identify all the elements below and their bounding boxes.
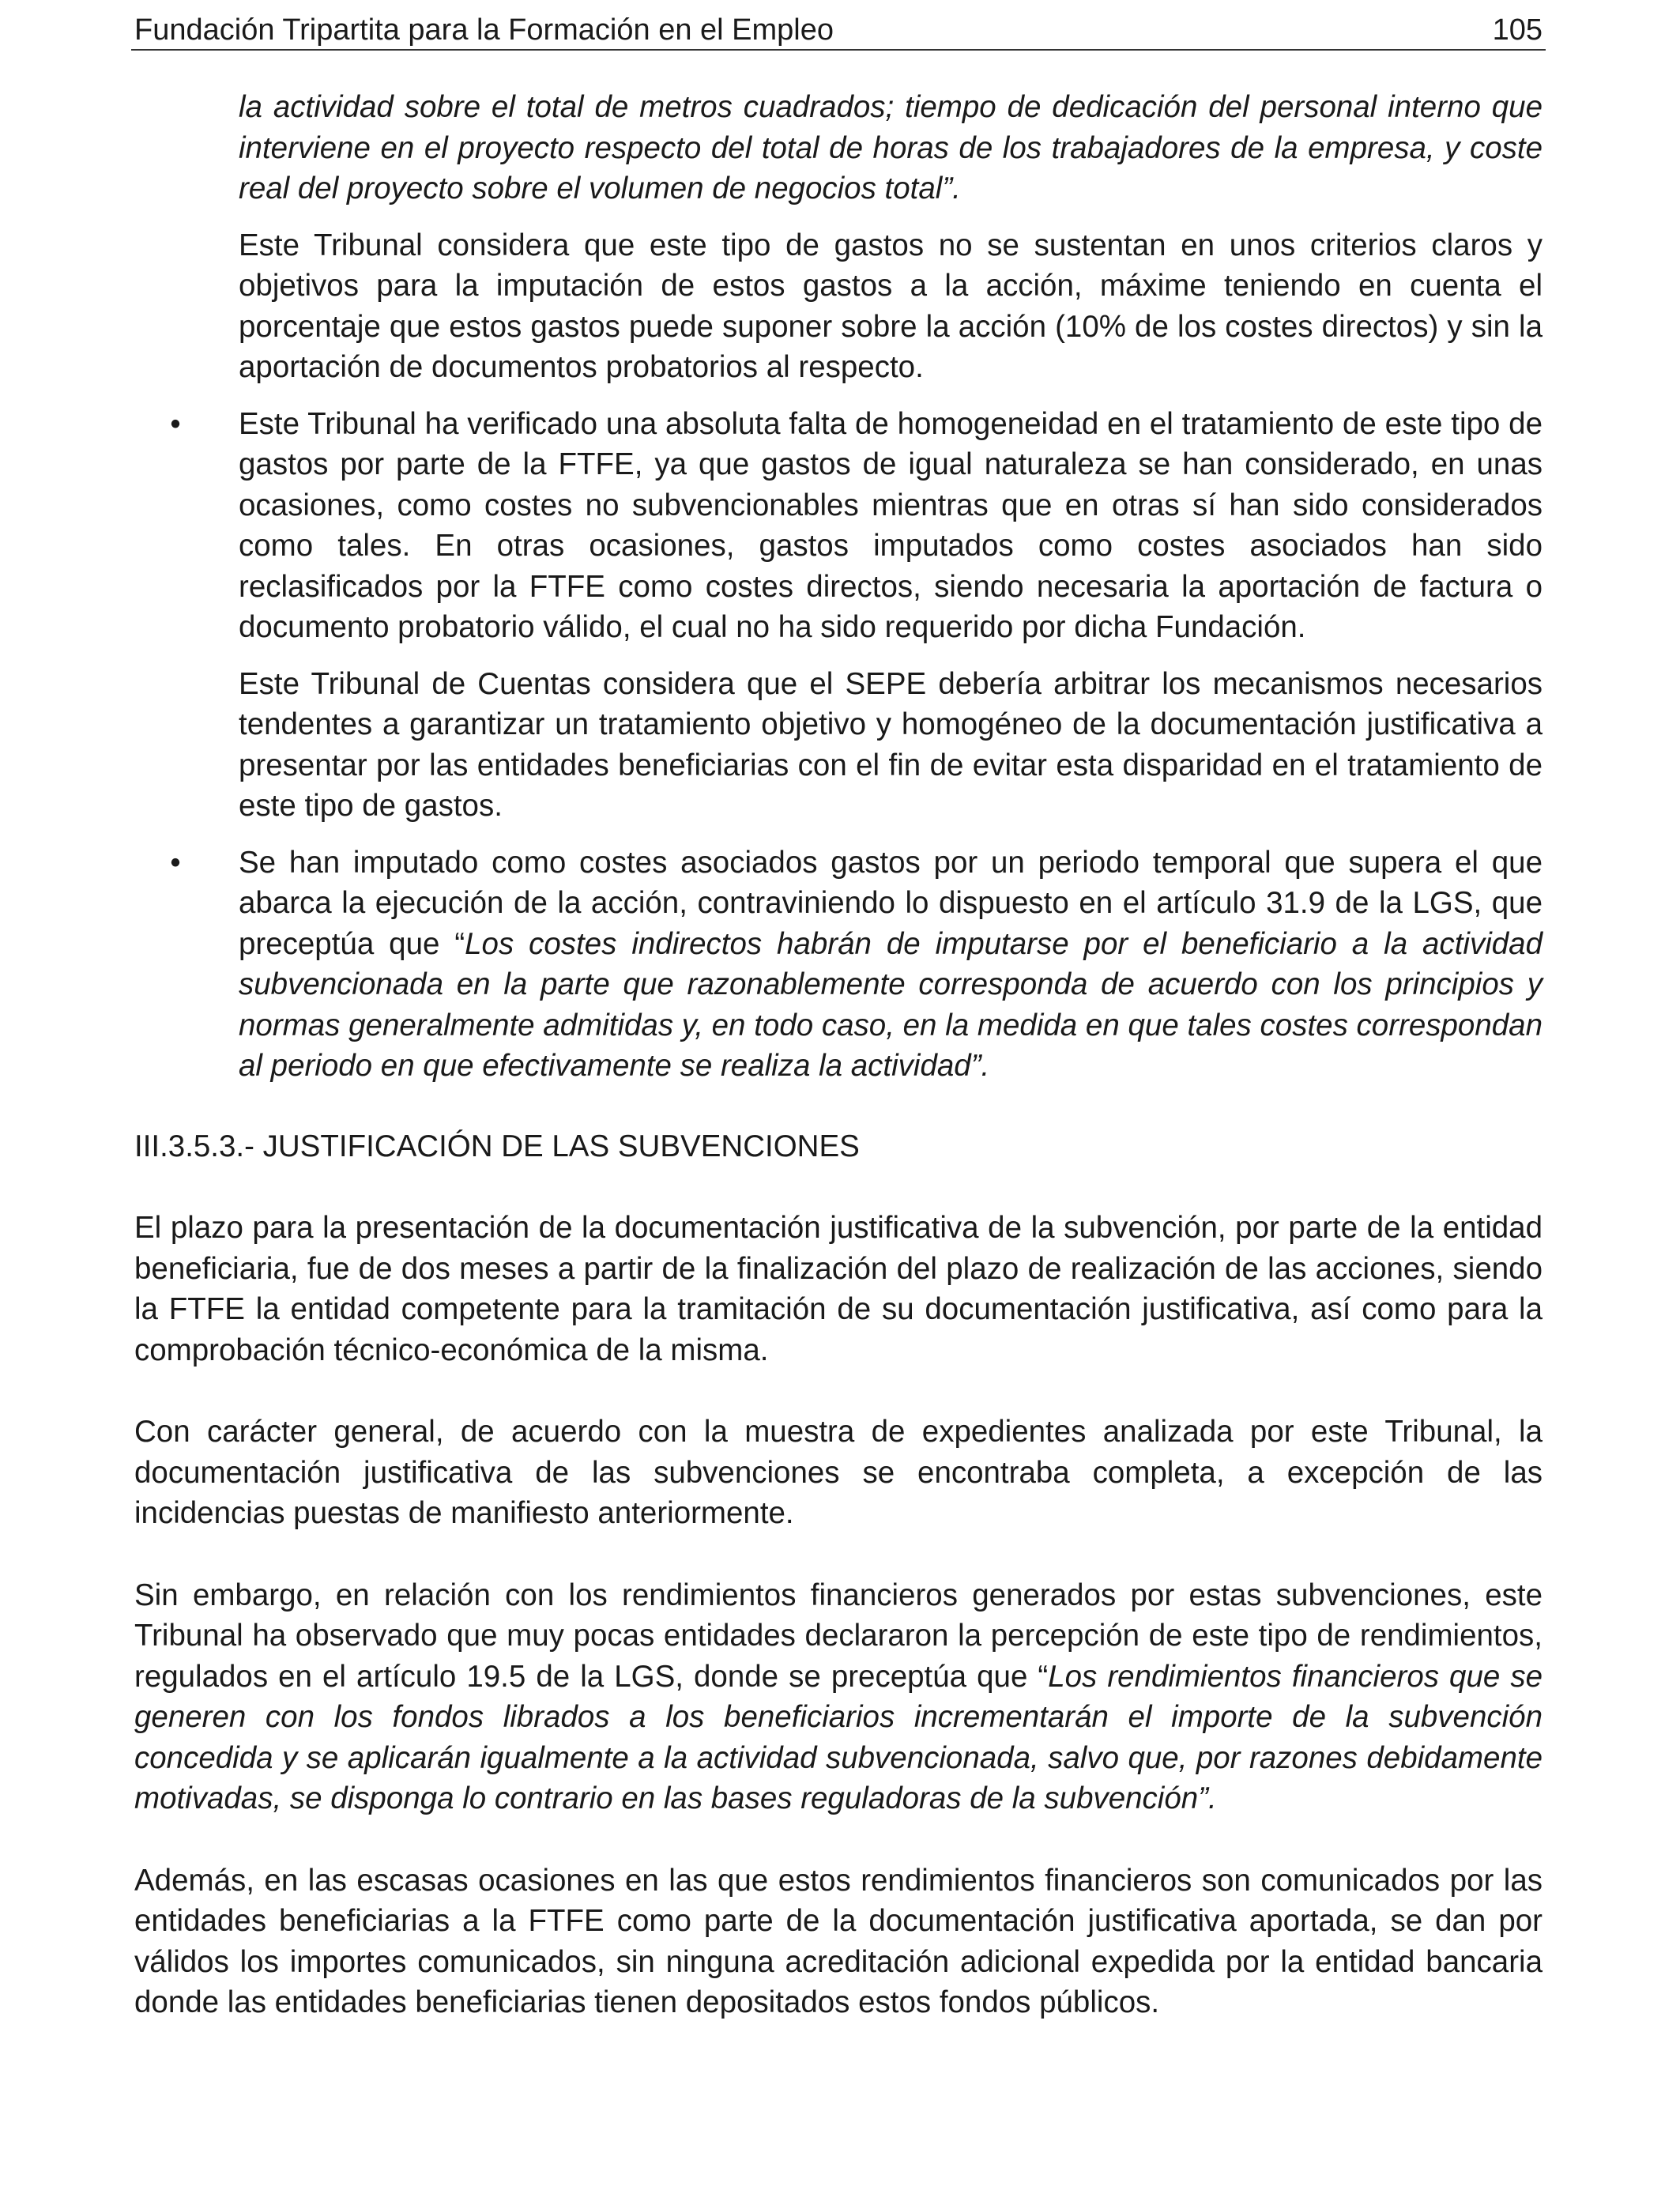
paragraph-sin-embargo — [134, 1575, 1543, 1819]
paragraph-ademas: Además, en las escasas ocasiones en las que estos rendimientos financieros son comunicados por las entidades beneficiarias a la FTFE como parte de la documentación justificativa aportada, se dan por válidos los importes comunicados, sin ninguna acreditación adicional expedida por la entidad bancaria donde las entidades beneficiarias tienen depositados estos fondos públicos. — [134, 1863, 1543, 2019]
tribunal-paragraph-2 — [239, 664, 1543, 827]
paragraph-sin-embargo-quote: Los rendimientos financieros que se generen con los fondos librados a los beneficiarios incrementarán el importe de la subvención concedida y se aplicarán igualmente a la actividad subvencionada, salvo que, por razones debidamente motivadas, se disponga lo contrario en las bases reguladoras de la subvención”. — [134, 1659, 1543, 1815]
paragraph-caracter-general: Con carácter general, de acuerdo con la muestra de expedientes analizada por este Tribunal, la documentación justificativa de las subvenciones se encontraba completa, a excepción de las incidencias puestas de manifiesto anteriormente. — [134, 1415, 1543, 1530]
bullet-item-2-text — [239, 843, 1543, 1087]
bullet-item-2-quote: Los costes indirectos habrán de imputarse por el beneficiario a la actividad subvencionada en la parte que razonablemente corresponda de acuerdo con los principios y normas generalmente admitidas y, en todo caso, en la medida en que tales costes correspondan al periodo en que efectivamente se realiza la actividad”. — [239, 926, 1543, 1083]
bullet-item-1 — [170, 404, 1543, 648]
bullet-item-2 — [170, 843, 1543, 1087]
header-title: Fundación Tripartita para la Formación en el Empleo — [134, 13, 834, 47]
page-header — [131, 9, 1546, 51]
quote-continuation — [239, 87, 1543, 209]
document-body — [134, 87, 1543, 2023]
tribunal-paragraph-1-text: Este Tribunal considera que este tipo de gastos no se sustentan en unos criterios claros y objetivos para la imputación de estos gastos a la acción, máxime teniendo en cuenta el porcentaje que estos gastos puede suponer sobre la acción (10% de los costes directos) y sin la aportación de documentos probatorios al respecto. — [239, 228, 1543, 384]
tribunal-paragraph-1 — [239, 225, 1543, 388]
bullet-icon: • — [170, 845, 181, 880]
bullet-item-2-intro: Se han imputado como costes asociados gastos por un periodo temporal que supera el que abarca la ejecución de la acción, contraviniendo lo dispuesto en el artículo 31.9 de la LGS, que preceptúa que “ — [239, 845, 1543, 961]
section-heading: III.3.5.3.- JUSTIFICACIÓN DE LAS SUBVENCIONES — [134, 1129, 860, 1163]
continued-quote-text: la actividad sobre el total de metros cuadrados; tiempo de dedicación del personal interno que interviene en el proyecto respecto del total de horas de los trabajadores de la empresa, y coste real del proyecto sobre el volumen de negocios total”. — [239, 90, 1543, 205]
page-number: 105 — [1492, 13, 1543, 47]
paragraph-plazo: El plazo para la presentación de la documentación justificativa de la subvención, por parte de la entidad beneficiaria, fue de dos meses a partir de la finalización del plazo de realización de las acciones, siendo la FTFE la entidad competente para la tramitación de su documentación justificativa, así como para la comprobación técnico-económica de la misma. — [134, 1211, 1543, 1367]
bullet-item-1-text: Este Tribunal ha verificado una absoluta falta de homogeneidad en el tratamiento de este tipo de gastos por parte de la FTFE, ya que gastos de igual naturaleza se han considerado, en unas ocasiones, como costes no subvencionables mientras que en otras sí han sido considerados como tales. En otras ocasiones, gastos imputados como costes asociados han sido reclasificados por la FTFE como costes directos, siendo necesaria la aportación de factura o documento probatorio válido, el cual no ha sido requerido por dicha Fundación. — [239, 406, 1543, 644]
tribunal-paragraph-2-text: Este Tribunal de Cuentas considera que el SEPE debería arbitrar los mecanismos necesarios tendentes a garantizar un tratamiento objetivo y homogéneo de la documentación justificativa a presentar por las entidades beneficiarias con el fin de evitar esta disparidad en el tratamiento de este tipo de gastos. — [239, 666, 1543, 823]
paragraph-sin-embargo-intro: Sin embargo, en relación con los rendimientos financieros generados por estas subvenciones, este Tribunal ha observado que muy pocas entidades declararon la percepción de este tipo de rendimientos, regulados en el artículo 19.5 de la LGS, donde se preceptúa que “ — [134, 1578, 1543, 1694]
bullet-icon: • — [170, 406, 181, 441]
